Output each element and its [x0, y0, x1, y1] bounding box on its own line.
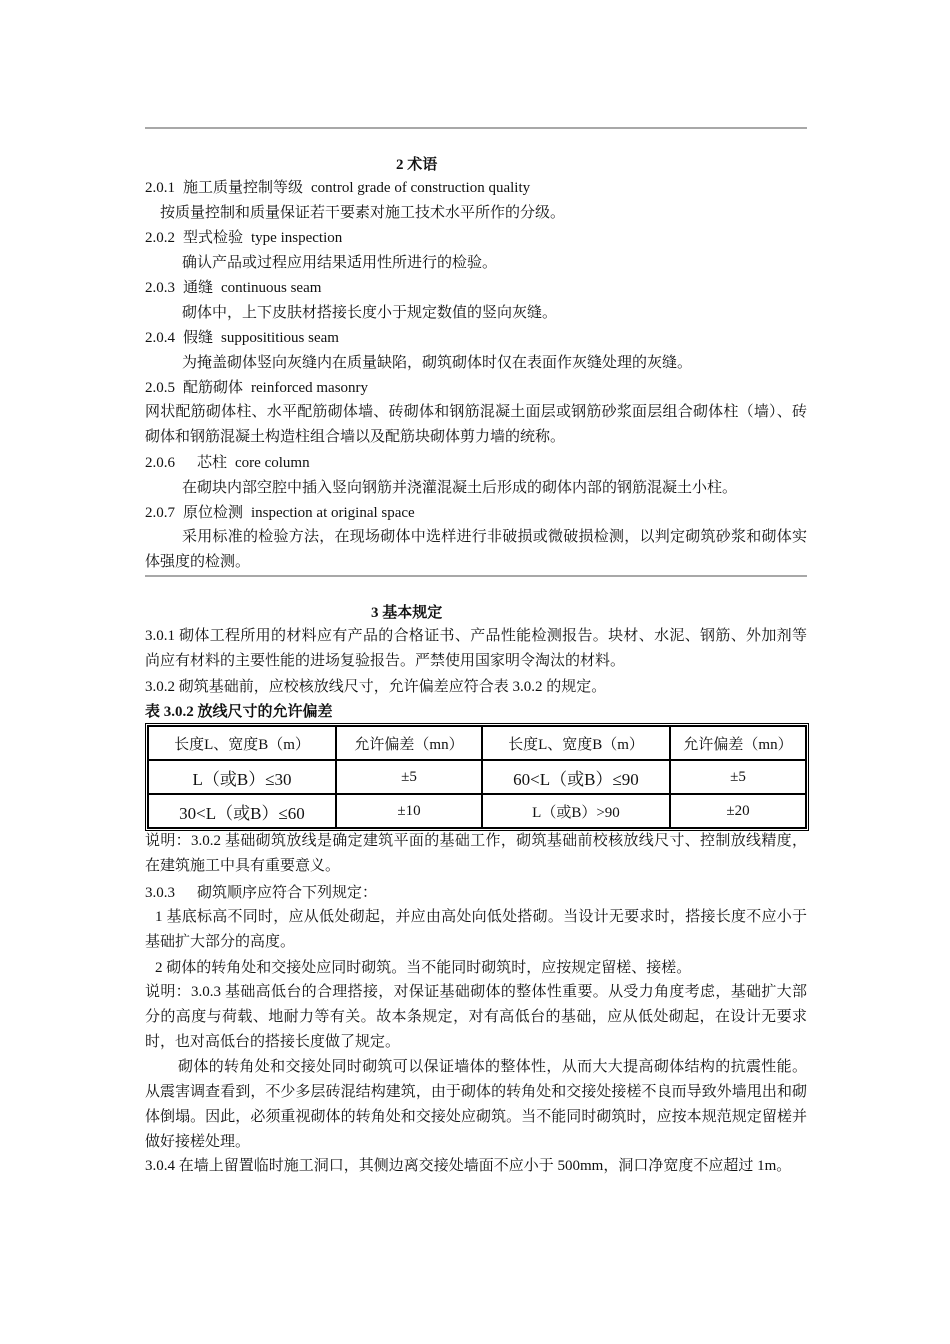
term-2-0-6 [145, 453, 807, 473]
term-number: 2.0.6 [145, 455, 175, 471]
term-zh: 型式检验 [183, 230, 244, 246]
term-en: continuous seam [221, 280, 322, 296]
term-definition: 网状配筋砌体柱、水平配筋砌体墙、砖砌体和钢筋混凝土面层或钢筋砂浆面层组合砌体柱（墙）、砖砌体和钢筋混凝土构造柱组合墙以及配筋块砌体剪力墙的统称。 [145, 404, 807, 445]
clause-3-0-2: 3.0.2 砌筑基础前，应校核放线尺寸，允许偏差应符合表 3.0.2 的规定。 [145, 679, 607, 695]
clause-3-0-3-item-1: 1 基底标高不同时，应从低处砌起，并应由高处向低处搭砌。当设计无要求时，搭接长度不应小于基础扩大部分的高度。 [145, 909, 807, 950]
table-cell: ±20 [670, 794, 806, 828]
note-3-0-3-continued: 砌体的转角处和交接处同时砌筑可以保证墙体的整体性，从而大大提高砌体结构的抗震性能。从震害调查看到，不少多层砖混结构建筑，由于砌体的转角处和交接处接槎不良而导致外墙甩出和砌体倒塌。因此，必须重视砌体的转角处和交接处应砌筑。当不能同时砌筑时，应按本规范规定留槎并做好接槎处理。 [145, 1059, 807, 1150]
term-en: control grade of construction quality [311, 180, 531, 196]
term-en: type inspection [251, 230, 343, 246]
term-number: 2.0.7 [145, 505, 175, 521]
term-2-0-1 [145, 178, 807, 198]
term-2-0-2 [145, 228, 807, 248]
term-2-0-3 [145, 278, 807, 298]
term-definition: 按质量控制和质量保证若干要素对施工技术水平所作的分级。 [160, 205, 566, 221]
term-zh: 施工质量控制等级 [183, 180, 304, 196]
term-number: 2.0.3 [145, 280, 175, 296]
note-3-0-2: 说明：3.0.2 基础砌筑放线是确定建筑平面的基础工作，砌筑基础前校核放线尺寸、控制放线精度，在建筑施工中具有重要意义。 [145, 833, 807, 874]
table-header-cell: 长度L、宽度B（m） [482, 726, 670, 760]
table-cell: 30<L（或B）≤60 [148, 794, 336, 828]
term-en: supposititious seam [221, 330, 339, 346]
table-row [148, 794, 806, 828]
term-number: 2.0.4 [145, 330, 175, 346]
tolerance-table [145, 723, 809, 831]
term-en: inspection at original space [251, 505, 415, 521]
term-definition: 为掩盖砌体竖向灰缝内在质量缺陷，砌筑砌体时仅在表面作灰缝处理的灰缝。 [182, 355, 693, 371]
term-2-0-7 [145, 503, 807, 523]
term-definition: 确认产品或过程应用结果适用性所进行的检验。 [182, 255, 498, 271]
term-number: 2.0.2 [145, 230, 175, 246]
note-3-0-3: 说明：3.0.3 基础高低台的合理搭接，对保证基础砌体的整体性重要。从受力角度考虑，基础扩大部分的高度与荷载、地耐力等有关。故本条规定，对有高低台的基础，应从低处砌起，在设计无要求时，也对高低台的搭接长度做了规定。 [145, 984, 807, 1050]
term-definition: 采用标准的检验方法，在现场砌体中选样进行非破损或微破损检测，以判定砌筑砂浆和砌体实体强度的检测。 [145, 529, 807, 570]
term-number: 2.0.5 [145, 380, 175, 396]
term-zh: 通缝 [183, 280, 214, 296]
term-zh: 假缝 [183, 330, 214, 346]
clause-title: 砌筑顺序应符合下列规定： [197, 885, 378, 901]
table-header-row [148, 726, 806, 760]
table-cell: L（或B）≤30 [148, 760, 336, 794]
top-divider [145, 127, 807, 129]
table-cell: 60<L（或B）≤90 [482, 760, 670, 794]
term-definition: 在砌块内部空腔中插入竖向钢筋并浇灌混凝土后形成的砌体内部的钢筋混凝土小柱。 [182, 480, 738, 496]
table-header-cell: 长度L、宽度B（m） [148, 726, 336, 760]
section-2-heading: 2 术语 [396, 157, 438, 173]
clause-3-0-3 [145, 883, 807, 903]
table-row [148, 760, 806, 794]
table-header-cell: 允许偏差（mn） [670, 726, 806, 760]
term-zh: 原位检测 [183, 505, 244, 521]
table-cell: ±5 [336, 760, 482, 794]
term-2-0-4 [145, 328, 807, 348]
table-cell: L（或B）>90 [482, 794, 670, 828]
section-3-heading: 3 基本规定 [371, 605, 443, 621]
clause-3-0-1: 3.0.1 砌体工程所用的材料应有产品的合格证书、产品性能检测报告。块材、水泥、钢筋、外加剂等尚应有材料的主要性能的进场复验报告。严禁使用国家明令淘汰的材料。 [145, 628, 807, 669]
term-zh: 芯柱 [197, 455, 228, 471]
term-definition: 砌体中，上下皮肤材搭接长度小于规定数值的竖向灰缝。 [182, 305, 558, 321]
clause-3-0-4: 3.0.4 在墙上留置临时施工洞口，其侧边离交接处墙面不应小于 500mm，洞口净宽度不应超过 1m。 [145, 1158, 792, 1174]
table-caption: 表 3.0.2 放线尺寸的允许偏差 [145, 704, 333, 720]
clause-3-0-3-item-2: 2 砌体的转角处和交接处应同时砌筑。当不能同时砌筑时，应按规定留槎、接槎。 [155, 960, 692, 976]
term-en: core column [235, 455, 310, 471]
term-2-0-5 [145, 378, 807, 398]
table-cell: ±5 [670, 760, 806, 794]
table-header-cell: 允许偏差（mn） [336, 726, 482, 760]
term-number: 2.0.1 [145, 180, 175, 196]
mid-divider [145, 575, 807, 577]
table-cell: ±10 [336, 794, 482, 828]
term-zh: 配筋砌体 [183, 380, 244, 396]
clause-number: 3.0.3 [145, 885, 175, 901]
term-en: reinforced masonry [251, 380, 369, 396]
